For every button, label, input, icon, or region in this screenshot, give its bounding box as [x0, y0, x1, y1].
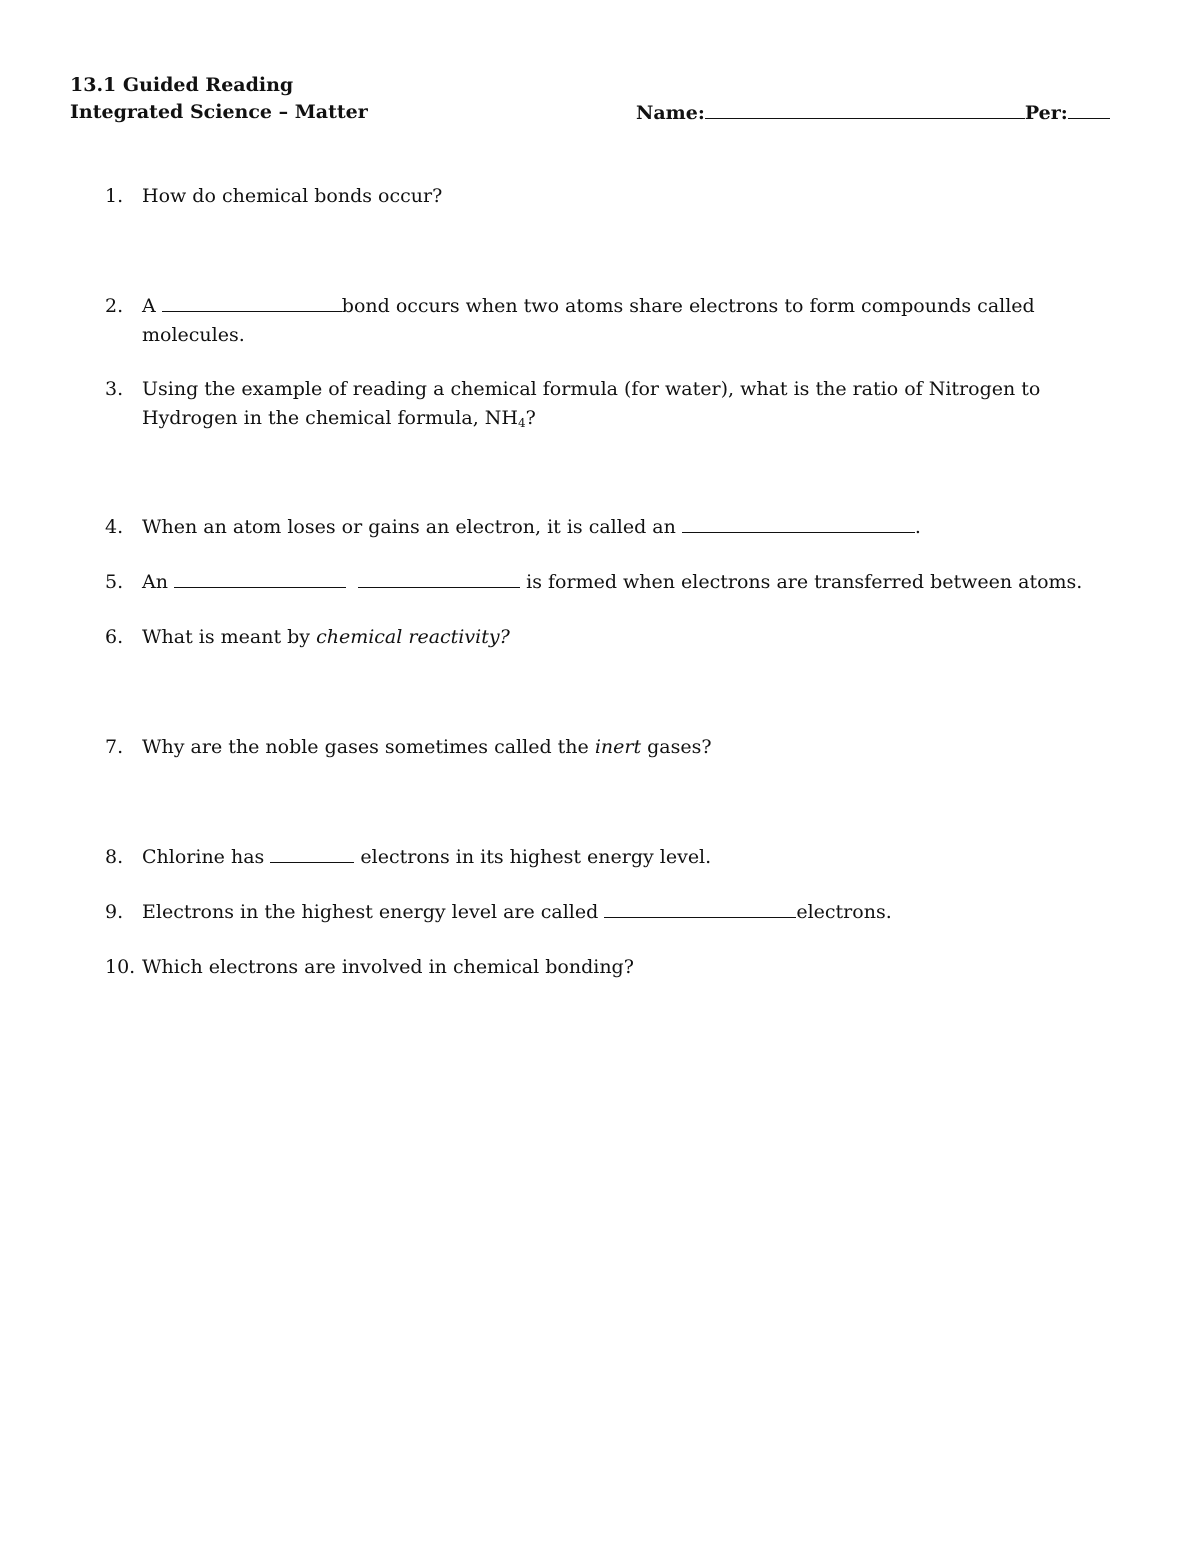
- question-7: [105, 733, 1135, 762]
- question-2: [105, 292, 1135, 350]
- question-10: [105, 953, 1135, 982]
- question-text: [142, 568, 1135, 597]
- question-1: [105, 182, 1135, 211]
- question-text: [142, 623, 1135, 652]
- question-text: [142, 375, 1135, 433]
- question-text-main: Using the example of reading a chemical formula (for water), what is the ratio of Nitrogen to Hydrogen in the chemical formula, NH: [142, 378, 1041, 429]
- answer-blank-2[interactable]: [358, 572, 520, 588]
- question-number: 6.: [105, 626, 124, 648]
- question-text: [142, 898, 1135, 927]
- question-text-start: Electrons in the highest energy level are called: [142, 901, 599, 923]
- question-number: 4.: [105, 516, 124, 538]
- question-3: [105, 375, 1135, 433]
- question-6: [105, 623, 1135, 652]
- question-number: 1.: [105, 185, 124, 207]
- answer-blank[interactable]: [682, 517, 915, 533]
- question-number: 2.: [105, 295, 124, 317]
- question-text-end: electrons.: [796, 901, 892, 923]
- name-label: Name:: [636, 102, 705, 124]
- answer-blank[interactable]: [270, 847, 354, 863]
- term-inert: inert: [594, 736, 642, 758]
- question-text-start: Why are the noble gases sometimes called the: [142, 736, 589, 758]
- answer-blank[interactable]: [604, 902, 796, 918]
- question-text-end: electrons in its highest energy level.: [360, 846, 712, 868]
- question-text-end: ?: [525, 407, 536, 429]
- question-text: How do chemical bonds occur?: [142, 185, 443, 207]
- question-number: 10.: [105, 956, 136, 978]
- name-blank[interactable]: [705, 103, 1025, 119]
- period-blank[interactable]: [1068, 103, 1110, 119]
- question-number: 3.: [105, 378, 124, 400]
- question-text-start: What is meant by: [142, 626, 311, 648]
- question-number: 7.: [105, 736, 124, 758]
- question-text-end: is formed when electrons are transferred between atoms.: [526, 571, 1083, 593]
- term-chemical-reactivity: chemical reactivity?: [316, 626, 510, 648]
- question-text-end: gases?: [647, 736, 712, 758]
- question-number: 9.: [105, 901, 124, 923]
- period-label: Per:: [1024, 102, 1068, 124]
- question-text-end: .: [914, 516, 921, 538]
- question-5: [105, 568, 1135, 597]
- question-text-start: A: [142, 295, 156, 317]
- worksheet-title: 13.1 Guided Reading: [70, 74, 294, 96]
- question-text: Which electrons are involved in chemical bonding?: [142, 956, 634, 978]
- formula-subscript: 4: [517, 416, 526, 430]
- answer-blank-1[interactable]: [174, 572, 346, 588]
- question-text-end: bond occurs when two atoms share electrons to form compounds called molecules.: [142, 295, 1035, 346]
- question-number: 5.: [105, 571, 124, 593]
- question-number: 8.: [105, 846, 124, 868]
- question-4: [105, 513, 1135, 542]
- answer-blank[interactable]: [162, 296, 342, 312]
- question-text: [142, 843, 1135, 872]
- question-text: [142, 513, 1135, 542]
- question-text-start: Chlorine has: [142, 846, 265, 868]
- question-text-start: An: [142, 571, 168, 593]
- question-9: [105, 898, 1135, 927]
- question-text-start: When an atom loses or gains an electron, it is called an: [142, 516, 676, 538]
- name-period-line: [636, 103, 1110, 123]
- question-8: [105, 843, 1135, 872]
- course-subject: Integrated Science – Matter: [70, 101, 368, 123]
- question-text: [142, 733, 1135, 762]
- question-text: [142, 292, 1135, 350]
